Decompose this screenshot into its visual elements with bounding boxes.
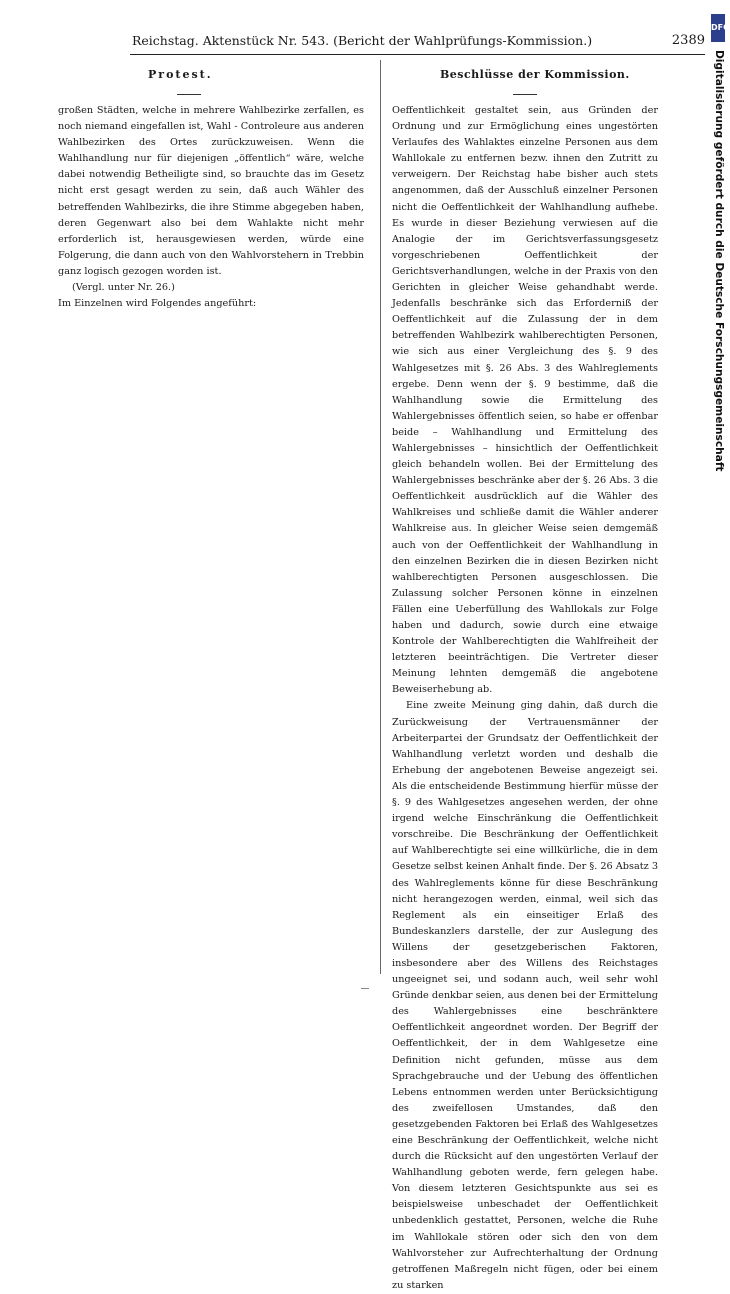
left-paragraph-2: Im Einzelnen wird Folgendes angeführt: <box>58 298 257 310</box>
page-header <box>132 33 705 53</box>
header-rule <box>130 54 705 55</box>
left-paragraph-1: großen Städten, welche in mehrere Wahlbezirke zerfallen, es noch niemand eingefallen ist, Wahl - Controleure aus anderen Wahlbezirken des Ortes zurückzuweisen. Wenn die Wahlhandlung nur für diejenigen „öffentlich“ wäre, welche dabei notwendig Betheiligte sind, so brauchte das im Gesetz nicht erst gesagt werden zu sein, daß auch Wähler des betreffenden Wahlbezirks, die ihre Stimme abgegeben haben, deren Gegenwart also bei dem Wahlakte nicht mehr erforderlich ist, herausgewiesen werden, würde eine Folgerung, die dann auch von den Wahlvorstehern in Trebbin ganz logisch gezogen worden ist. <box>58 105 364 277</box>
footer-mark <box>361 988 369 989</box>
column-divider <box>380 60 381 974</box>
right-column-text <box>392 103 658 1294</box>
left-heading-rule <box>177 94 201 95</box>
dfg-sidebar <box>709 12 730 762</box>
left-column-text <box>58 103 364 312</box>
right-paragraph-2: Eine zweite Meinung ging dahin, daß durch die Zurückweisung der Vertrauensmänner der Arbeiterpartei der Grundsatz der Oeffentlichkeit der Wahlhandlung verletzt worden und deshalb die Erhebung der angebotenen Beweise angezeigt sei. Als die entscheidende Bestimmung hierfür müsse der §. 9 des Wahlgesetzes angesehen werden, der ohne irgend welche Einschränkung die Oeffentlichkeit vorschreibe. Die Beschränkung der Oeffentlichkeit auf Wahlberechtigte sei eine willkürliche, die in dem Gesetze selbst keinen Anhalt finde. Der §. 26 Absatz 3 des Wahlreglements könne für diese Beschränkung nicht herangezogen werden, einmal, weil sich das Reglement als ein einseitiger Erlaß des Bundeskanzlers darstelle, der zur Auslegung des Willens der gesetzgeberischen Faktoren, insbesondere aber des Willens des Reichstages ungeeignet sei, und sodann auch, weil sehr wohl Gründe denkbar seien, aus denen bei der Ermittelung des Wahlergebnisses eine beschränktere Oeffentlichkeit angeordnet worden. Der Begriff der Oeffentlichkeit, der in dem Wahlgesetze eine Definition nicht gefunden, müsse aus dem Sprachgebrauche und der Uebung des öffentlichen Lebens entnommen werden unter Berücksichtigung des zweifellosen Umstandes, daß den gesetzgebenden Faktoren bei Erlaß des Wahlgesetzes eine Beschränkung der Oeffentlichkeit, welche nicht durch die Rücksicht auf den ungestörten Verlauf der Wahlhandlung geboten werde, fern gelegen habe. Von diesem letzteren Gesichtspunkte aus sei es beispielsweise unbeschadet der Oeffentlichkeit unbedenklich gestattet, Personen, welche die Ruhe im Wahllokale stören oder sich den von dem Wahlvorsteher zur Aufrechterhaltung der Ordnung getroffenen Maßregeln nicht fügen, oder bei einem zu starken <box>392 700 658 1291</box>
right-heading-rule <box>513 94 537 95</box>
left-column-heading: Protest. <box>148 68 213 81</box>
right-paragraph-1: Oeffentlichkeit gestaltet sein, aus Gründen der Ordnung und zur Ermöglichung eines ungestörten Verlaufes des Wahlaktes einzelne Personen aus dem Wahllokale zu entfernen bezw. ihnen den Zutritt zu verweigern. Der Reichstag habe bisher auch stets angenommen, daß der Ausschluß einzelner Personen nicht die Oeffentlichkeit der Wahlhandlung aufhebe. Es wurde in dieser Beziehung verwiesen auf die Analogie der im Gerichtsverfassungsgesetz vorgeschriebenen Oeffentlichkeit der Gerichtsverhandlungen, welche in der Praxis von den Gerichten in gleicher Weise gehandhabt werde. Jedenfalls beschränke sich das Erforderniß der Oeffentlichkeit auf die Zulassung der in dem betreffenden Wahlbezirk wahlberechtigten Personen, wie sich aus einer Vergleichung des §. 9 des Wahlgesetzes mit §. 26 Abs. 3 des Wahlreglements ergebe. Denn wenn der §. 9 bestimme, daß die Wahlhandlung sowie die Ermittelung des Wahlergebnisses öffentlich seien, so habe er offenbar beide – Wahlhandlung und Ermittelung des Wahlergebnisses – hinsichtlich der Oeffentlichkeit gleich behandeln wollen. Bei der Ermittelung des Wahlergebnisses beschränke aber der §. 26 Abs. 3 die Oeffentlichkeit ausdrücklich auf die Wähler des Wahlkreises und schließe damit die Wähler anderer Wahlkreise aus. In gleicher Weise seien demgemäß auch von der Oeffentlichkeit der Wahlhandlung in den einzelnen Bezirken die in diesen Bezirken nicht wahlberechtigten Personen ausgeschlossen. Die Zulassung solcher Personen könne in einzelnen Fällen eine Ueberfüllung des Wahllokals zur Folge haben und dadurch, sowie durch eine etwaige Kontrole der Wahlberechtigten die Wahlfreiheit der letzteren beeinträchtigen. Die Vertreter dieser Meinung lehnten demgemäß die angebotene Beweiserhebung ab. <box>392 105 658 696</box>
right-column-heading: Beschlüsse der Kommission. <box>440 68 630 81</box>
running-title: Reichstag. Aktenstück Nr. 543. (Bericht der Wahlprüfungs-Kommission.) <box>132 33 593 48</box>
digitization-notice: Digitalisierung gefördert durch die Deutsche Forschungsgemeinschaft <box>713 50 725 472</box>
page-number: 2389 <box>671 33 705 48</box>
dfg-logo: DFG <box>711 14 725 42</box>
left-cross-reference: (Vergl. unter Nr. 26.) <box>72 282 175 294</box>
